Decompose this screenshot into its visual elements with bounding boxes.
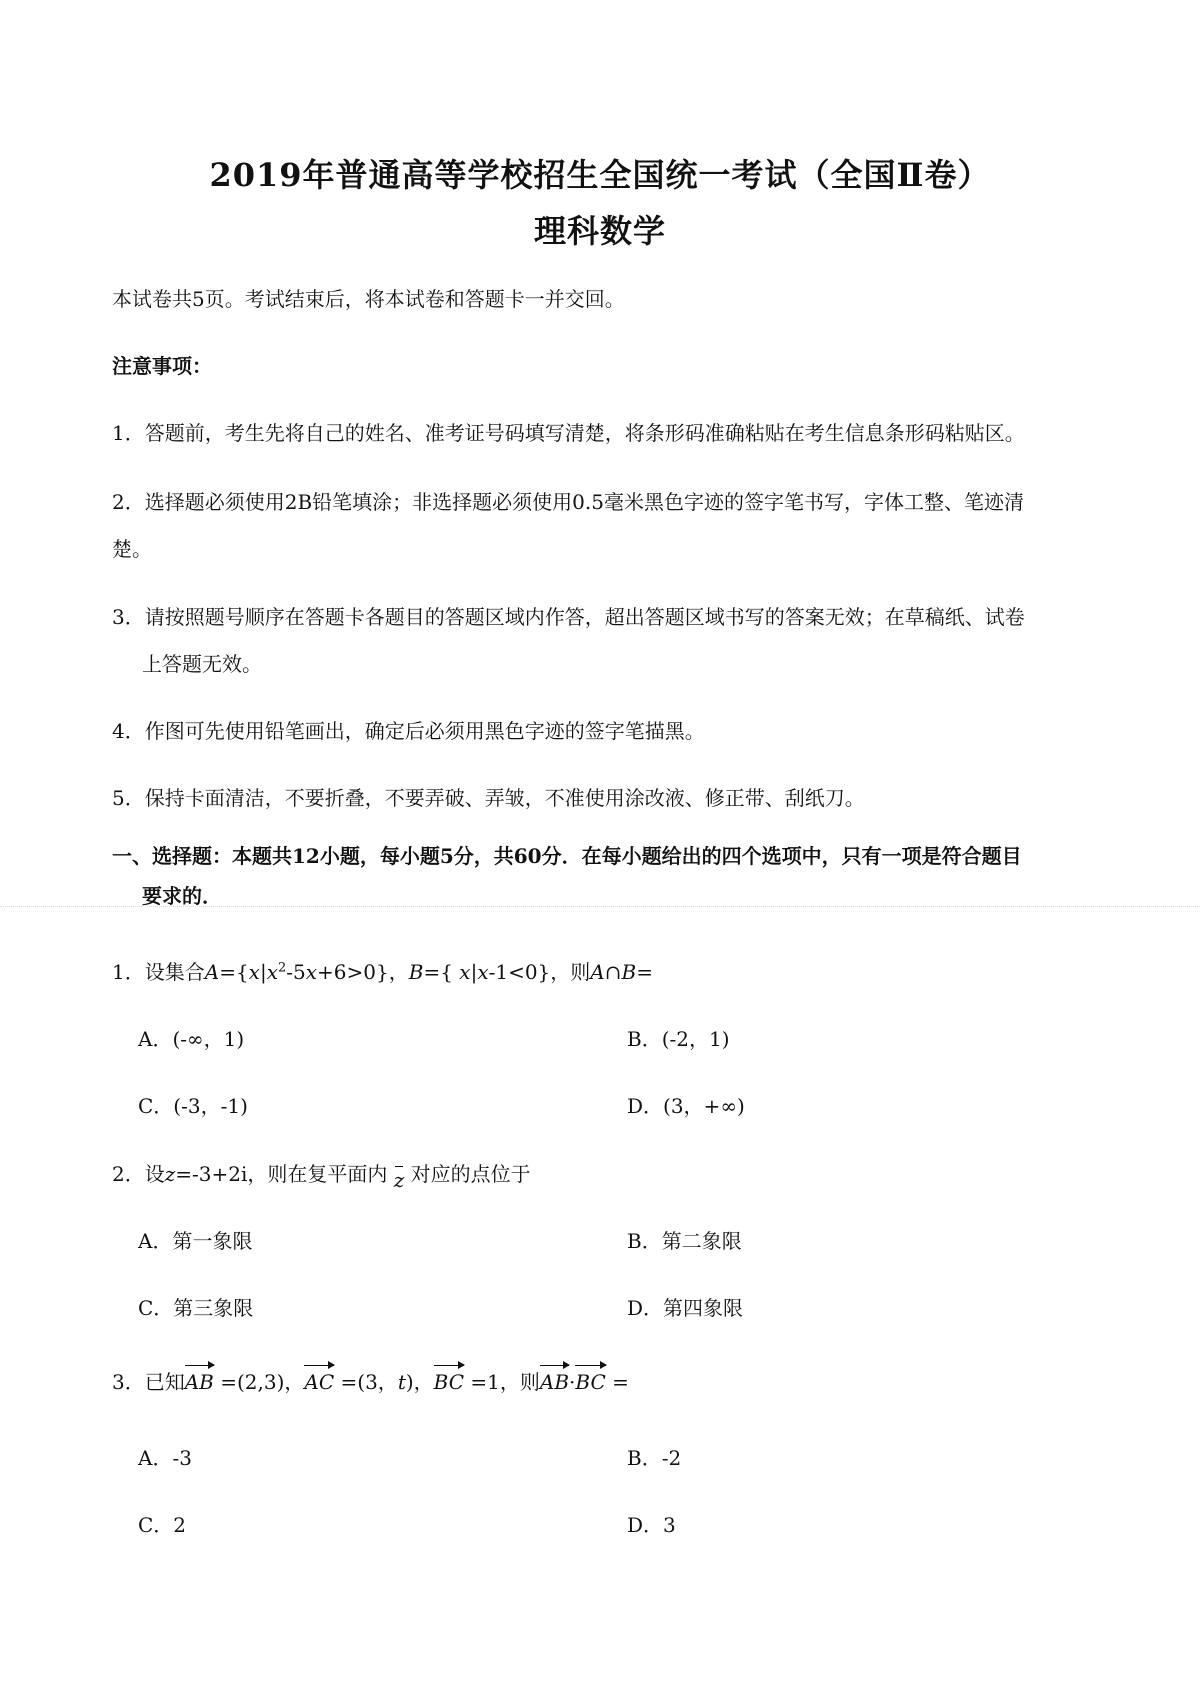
question-1: 1．设集合$A=\{x|x^2-5x+6>0\}$，B={ x|x-1<0}，则A∩B= xyxy=(112,960,653,984)
q1-option-d: D．(3，+∞) xyxy=(627,1094,745,1118)
q2-option-c: C．第三象限 xyxy=(138,1296,254,1320)
q2-option-d: D．第四象限 xyxy=(627,1296,744,1320)
notice-item-2: 2．选择题必须使用2B铅笔填涂；非选择题必须使用0.5毫米黑色字迹的签字笔书写，字体工整、笔迹清 xyxy=(112,490,1024,514)
notice-item-2-cont: 楚。 xyxy=(112,537,152,561)
exam-subtitle: 理科数学 xyxy=(533,212,666,250)
exam-title: 2019年普通高等学校招生全国统一考试（全国Ⅱ卷） xyxy=(209,156,991,194)
page-divider xyxy=(0,906,1200,907)
section-heading: 一、选择题：本题共12小题，每小题5分，共60分．在每小题给出的四个选项中，只有一项是符合题目 xyxy=(112,844,1022,868)
q1-option-c: C．(-3，-1) xyxy=(138,1094,248,1118)
question-2: 2．设z=-3+2i，则在复平面内 z 对应的点位于 xyxy=(112,1162,531,1192)
notice-item-5: 5．保持卡面清洁，不要折叠，不要弄破、弄皱，不准使用涂改液、修正带、刮纸刀。 xyxy=(112,786,865,810)
vector-bc-2: BC xyxy=(575,1370,606,1394)
notice-item-4: 4．作图可先使用铅笔画出，确定后必须用黑色字迹的签字笔描黑。 xyxy=(112,719,705,743)
vector-ab: AB xyxy=(184,1370,214,1394)
notice-item-3-cont: 上答题无效。 xyxy=(142,652,262,676)
q2-option-a: A．第一象限 xyxy=(138,1229,253,1253)
z-conjugate: z xyxy=(393,1168,405,1192)
q3-option-a: A．-3 xyxy=(138,1446,192,1470)
notice-heading: 注意事项： xyxy=(112,354,212,378)
q1-option-a: A．(-∞，1) xyxy=(138,1027,245,1051)
notice-item-1: 1．答题前，考生先将自己的姓名、准考证号码填写清楚，将条形码准确粘贴在考生信息条形码粘贴区。 xyxy=(112,421,1025,445)
vector-ac: AC xyxy=(304,1370,335,1394)
q3-option-d: D．3 xyxy=(627,1513,676,1537)
q3-option-b: B．-2 xyxy=(627,1446,682,1470)
vector-ab-2: AB xyxy=(539,1370,570,1394)
notice-item-3: 3．请按照题号顺序在答题卡各题目的答题区域内作答，超出答题区域书写的答案无效；在草稿纸、试卷 xyxy=(112,605,1025,629)
vector-bc: BC xyxy=(433,1370,465,1394)
q3-option-c: C．2 xyxy=(138,1513,187,1537)
section-heading-cont: 要求的． xyxy=(142,884,222,908)
q1-option-b: B．(-2，1) xyxy=(627,1027,730,1051)
exam-intro: 本试卷共5页。考试结束后，将本试卷和答题卡一并交回。 xyxy=(112,287,625,311)
question-3: 3．已知AB =(2,3)，AC =(3，t)，BC =1，则AB·BC = xyxy=(112,1370,629,1394)
q2-option-b: B．第二象限 xyxy=(627,1229,742,1253)
